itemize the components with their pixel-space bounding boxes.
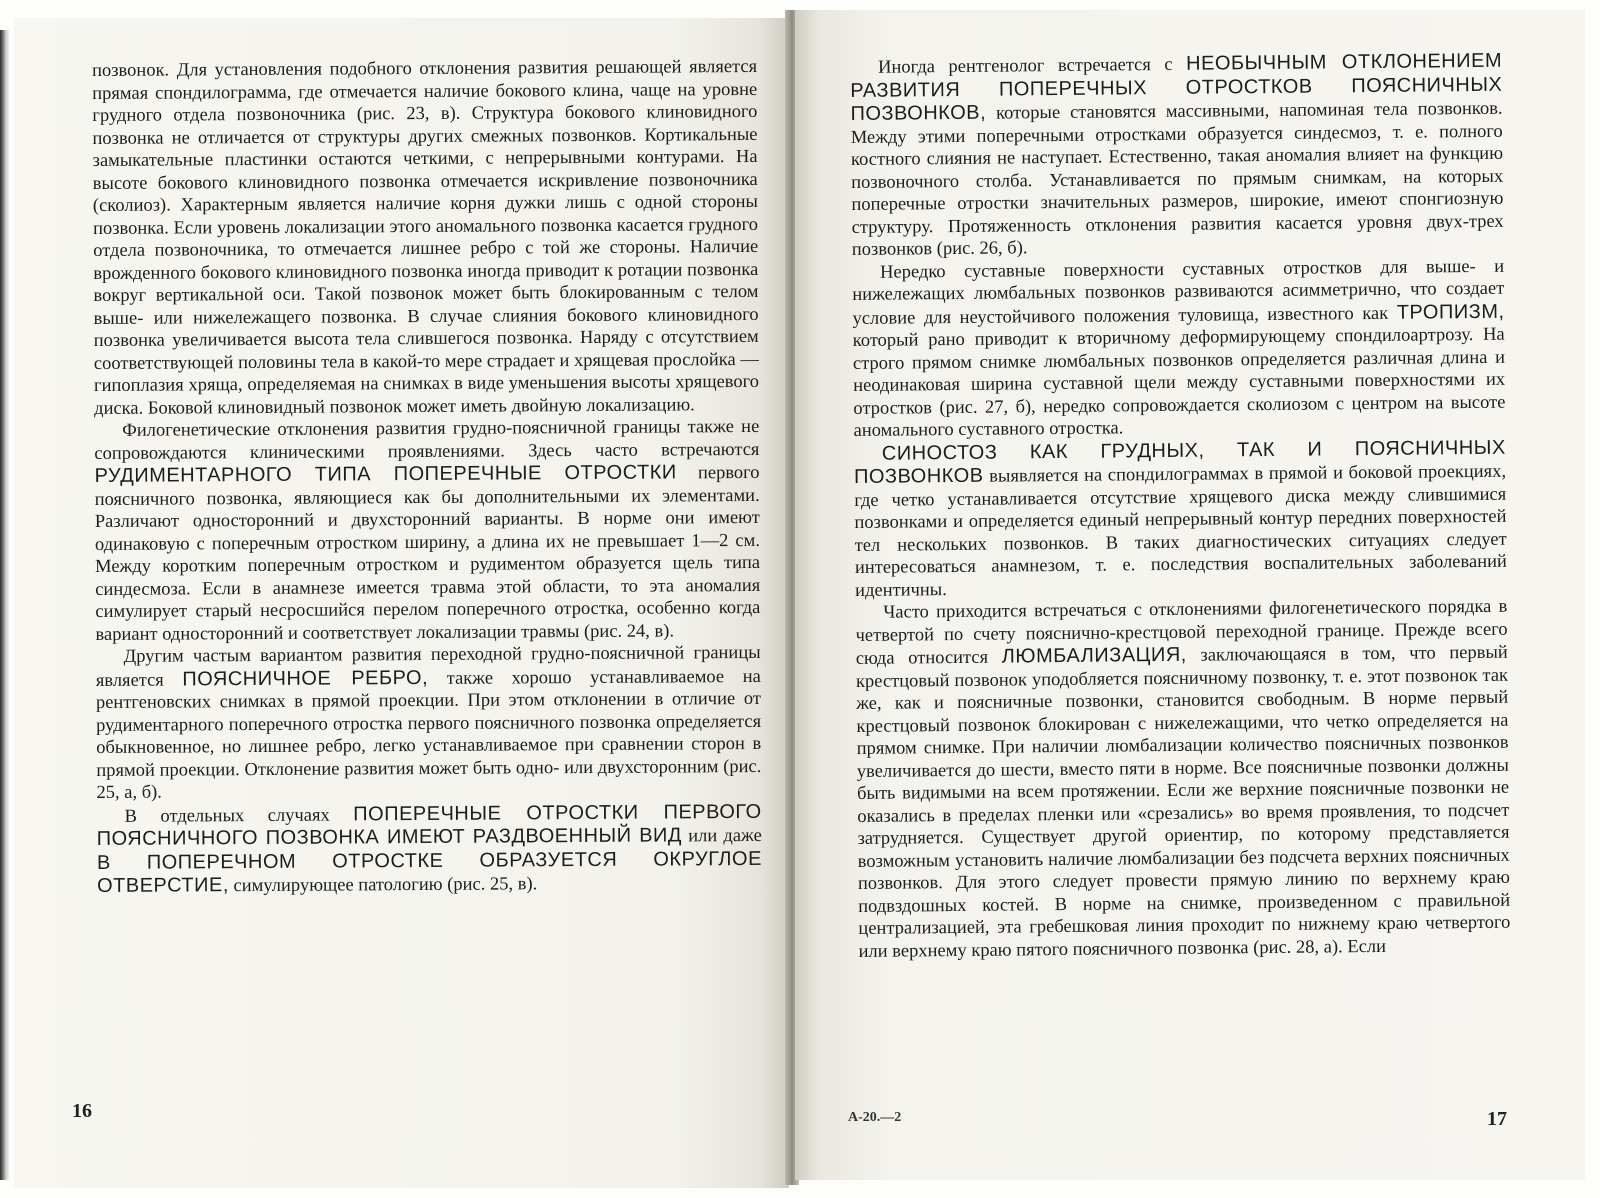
paragraph — [854, 436, 1508, 602]
paragraph — [96, 642, 762, 805]
emphasized-term: В ПОПЕРЕЧНОМ ОТРОСТКЕ ОБРАЗУЕТСЯ ОКРУГЛОЕ ОТВЕРСТИЕ, — [96, 847, 762, 897]
text-run: Иногда рентгенолог встречается с — [878, 54, 1173, 78]
text-run: выявляется на спондилограммах в прямой и боковой проекциях, где четко устанавливается отсутствие хрящевого диска между слившимися позвонками и определяется единый непрерывный контур передних поверхностей тел нескольких позвонков. В таких диагностических ситуациях следует интересоваться анамнезом, т. е. последствия воспалительных заболеваний идентичны. — [854, 461, 1507, 601]
paragraph — [94, 416, 760, 646]
text-run: Филогенетические отклонения развития грудно-поясничной границы также не сопровождаются клиническими проявлениями. Здесь часто встречаются — [94, 416, 760, 464]
text-run: также хорошо устанавливаемое на рентгеновских снимках в прямой проекции. При этом отклонении в отличие от рудиментарного поперечного отростка первого поясничного позвонка определяется обыкновенное, но лишнее ребро, легко устанавливаемое при сравнении сторон в прямой проекции. Отклонение развития может быть одно- или двухсторонним (рис. 25, а, б). — [95, 666, 762, 803]
emphasized-term: НЕОБЫЧНЫМ ОТКЛОНЕНИЕМ РАЗВИТИЯ ПОПЕРЕЧНЫХ ОТРОСТКОВ ПОЯСНИЧНЫХ ПОЗВОНКОВ, — [850, 49, 1503, 125]
page-number-left: 16 — [72, 1100, 92, 1122]
emphasized-term: ПОПЕРЕЧНЫЕ ОТРОСТКИ ПЕРВОГО ПОЯСНИЧНОГО ПОЗВОНКА ИМЕЮТ РАЗДВОЕННЫЙ ВИД — [96, 800, 762, 850]
left-page-text — [92, 56, 762, 899]
paragraph — [852, 255, 1506, 442]
printer-signature: А-20.—2 — [848, 1110, 902, 1125]
text-run: или даже — [688, 825, 762, 847]
paragraph — [855, 596, 1510, 963]
text-run: первого поясничного позвонка, являющиеся как бы дополнительными их элементами. Различают односторонний и двухсторонний варианты. В норме они имеют одинаковую с поперечным отростком ширину, а длина их не превышает 1—2 см. Между коротким поперечным отростком и рудиментом образуется щель типа синдесмоза. Если в анамнезе имеется травма этой области, то эта аномалия симулирует старый несросшийся перелом поперечного отростка, особенно когда вариант односторонний и соответствует локализации травмы (рис. 24, в). — [94, 462, 761, 645]
emphasized-term: ПОЯСНИЧНОЕ РЕБРО, — [182, 666, 429, 690]
text-run: Часто приходится встречаться с отклонениями филогенетического порядка в четвертой по счету пояснично-крестцовой переходной границе. Прежде всего сюда относится — [855, 596, 1508, 669]
text-run: Другим частым вариантом развития переходной грудно-поясничной границы является — [95, 642, 761, 691]
text-run: которые становятся массивными, напоминая тела позвонков. Между этими поперечными отростками образуется синдесмоз, т. е. полного костного слияния не наступает. Естественно, такая аномалия влияет на функцию позвоночного столба. Устанавливается по прямым снимкам, на которых поперечные отростки значительных размеров, широкие, имеют спонгиозную структуру. Протяженность отклонения развития касается уровня двух-трех позвонков (рис. 26, б). — [850, 98, 1504, 260]
paragraph — [850, 50, 1504, 262]
paragraph: позвонок. Для установления подобного отклонения развития решающей является прямая спондилограмма, где отмечается наличие бокового клина, чаще на уровне грудного отдела позвоночника (рис. 23, в). Структура бокового клиновидного позвонка не отличается от структуры других смежных позвонков. Кортикальные замыкательные пластинки остаются четкими, с непрерывными контурами. На высоте бокового клиновидного позвонка отмечается искривление позвоночника (сколиоз). Характерным является наличие корня дужки лишь с одной стороны позвонка. Если уровень локализации этого аномального позвонка касается грудного отдела позвоночника, то отмечается лишнее ребро с той же стороны. Наличие врожденного бокового клиновидного позвонка иногда приводит к ротации позвонка вокруг вертикальной оси. Такой позвонок может быть блокированным с телом выше- или нижележащего позвонка. В случае слияния бокового клиновидного позвонка увеличивается высота тела слившегося позвонка. Наряду с отсутствием соответствующей половины тела в какой-то мере страдает и хрящевая прослойка — гипоплазия хряща, определяемая на снимках в виде уменьшения высоты хрящевого диска. Боковой клиновидный позвонок может иметь двойную локализацию. — [92, 56, 760, 419]
paragraph — [97, 800, 763, 898]
text-run: симулирующее патологию (рис. 25, в). — [233, 874, 538, 897]
book-edge — [0, 30, 10, 1180]
emphasized-term: ТРОПИЗМ, — [1396, 300, 1505, 324]
emphasized-term: СИНОСТОЗ КАК ГРУДНЫХ, ТАК И ПОЯСНИЧНЫХ ПОЗВОНКОВ — [853, 436, 1506, 488]
text-run: Нередко суставные поверхности суставных отростков для выше- и нижележащих люмбальных позвонков развиваются асимметрично, что создает условие для неустойчивого положения туловища, известного как — [852, 256, 1505, 329]
text-run: который рано приводит к вторичному деформирующему спондилоартрозу. На строго прямом снимке люмбальных позвонков определяется различная длина и неодинаковая ширина суставной щели между суставными поверхностями их отростков (рис. 27, б), нередко сопровождается сколиозом с центром на высоте аномального суставного отростка. — [852, 324, 1506, 441]
right-page-text — [850, 50, 1511, 963]
emphasized-term: ЛЮМБАЛИЗАЦИЯ, — [1001, 643, 1187, 668]
page-number-right: 17 — [1487, 1108, 1507, 1130]
text-run: В отдельных случаях — [124, 805, 330, 827]
emphasized-term: РУДИМЕНТАРНОГО ТИПА ПОПЕРЕЧНЫЕ ОТРОСТКИ — [94, 461, 677, 487]
text-run: заключающаяся в том, что первый крестцовый позвонок уподобляется поясничному позвонку, т. е. этот позвонок так же, как и поясничные позвонки, становится свободным. В норме первый крестцовый позвонок блокирован с нижележащими, что четко определяется на прямом снимке. При наличии люмбализации количество поясничных позвонков увеличивается до шести, вместо пяти в норме. Все поясничные позвонки должны быть видимыми на всем протяжении. Если же верхние поясничные позвонки не оказались в пределах пленки или «срезались» во время проявления, то подсчет затрудняется. Существует другой ориентир, по которому представляется возможным установить наличие люмбализации без подсчета верхних поясничных позвонков. Для этого следует провести прямую линию по верхнему краю подвздошных костей. В норме на снимке, произведенном с правильной централизацией, эта гребешковая линия проходит по нижнему краю четвертого или верхнему краю пятого поясничного позвонка (рис. 28, а). Если — [855, 642, 1511, 962]
